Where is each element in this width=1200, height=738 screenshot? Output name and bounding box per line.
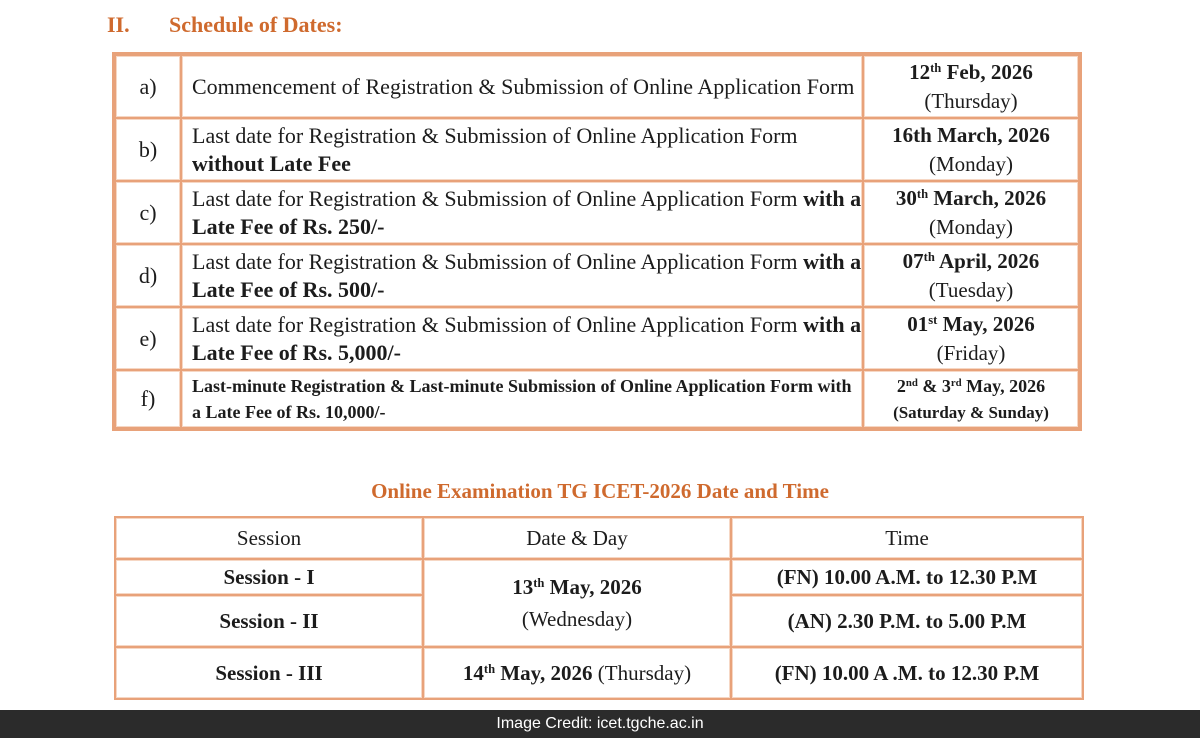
table-row <box>115 370 1079 428</box>
session-time: (FN) 10.00 A .M. to 12.30 P.M <box>731 647 1083 699</box>
row-date: 16th March, 2026 (Monday) <box>863 118 1079 181</box>
row-date: 12th Feb, 2026 (Thursday) <box>863 55 1079 118</box>
table-row <box>115 244 1079 307</box>
row-description: Last date for Registration & Submission of Online Application Form with a Late Fee of Rs. 500/- <box>181 244 863 307</box>
image-credit: Image Credit: icet.tgche.ac.in <box>0 710 1200 738</box>
header-session: Session <box>115 517 423 559</box>
session-time: (AN) 2.30 P.M. to 5.00 P.M <box>731 595 1083 647</box>
table-row <box>115 118 1079 181</box>
section-heading <box>107 12 343 38</box>
session-name: Session - II <box>115 595 423 647</box>
header-date-day: Date & Day <box>423 517 731 559</box>
row-description: Commencement of Registration & Submission of Online Application Form <box>181 55 863 118</box>
row-letter: c) <box>115 181 181 244</box>
table-row <box>115 307 1079 370</box>
row-letter: a) <box>115 55 181 118</box>
header-time: Time <box>731 517 1083 559</box>
table-row <box>115 181 1079 244</box>
row-description: Last-minute Registration & Last-minute Submission of Online Application Form with a Late Fee of Rs. 10,000/- <box>181 370 863 428</box>
row-description: Last date for Registration & Submission of Online Application Form without Late Fee <box>181 118 863 181</box>
table-row <box>115 55 1079 118</box>
row-date: 07th April, 2026 (Tuesday) <box>863 244 1079 307</box>
exam-title: Online Examination TG ICET-2026 Date and Time <box>371 479 829 503</box>
session-name: Session - III <box>115 647 423 699</box>
session-time: (FN) 10.00 A.M. to 12.30 P.M <box>731 559 1083 595</box>
section-title: Schedule of Dates: <box>169 12 343 37</box>
session-name: Session - I <box>115 559 423 595</box>
session-date: 14th May, 2026 (Thursday) <box>423 647 731 699</box>
section-number: II. <box>107 12 130 37</box>
row-date: 30th March, 2026 (Monday) <box>863 181 1079 244</box>
session-date: 13th May, 2026 (Wednesday) <box>423 559 731 647</box>
exam-header-row <box>115 517 1083 559</box>
table-row <box>115 559 1083 595</box>
row-description: Last date for Registration & Submission of Online Application Form with a Late Fee of Rs. 250/- <box>181 181 863 244</box>
schedule-table <box>114 54 1080 429</box>
exam-table <box>114 516 1084 700</box>
row-letter: f) <box>115 370 181 428</box>
row-letter: e) <box>115 307 181 370</box>
table-row <box>115 647 1083 699</box>
row-letter: b) <box>115 118 181 181</box>
row-date: 2nd & 3rd May, 2026 (Saturday & Sunday) <box>863 370 1079 428</box>
row-date: 01st May, 2026 (Friday) <box>863 307 1079 370</box>
row-letter: d) <box>115 244 181 307</box>
row-description: Last date for Registration & Submission of Online Application Form with a Late Fee of Rs. 5,000/- <box>181 307 863 370</box>
